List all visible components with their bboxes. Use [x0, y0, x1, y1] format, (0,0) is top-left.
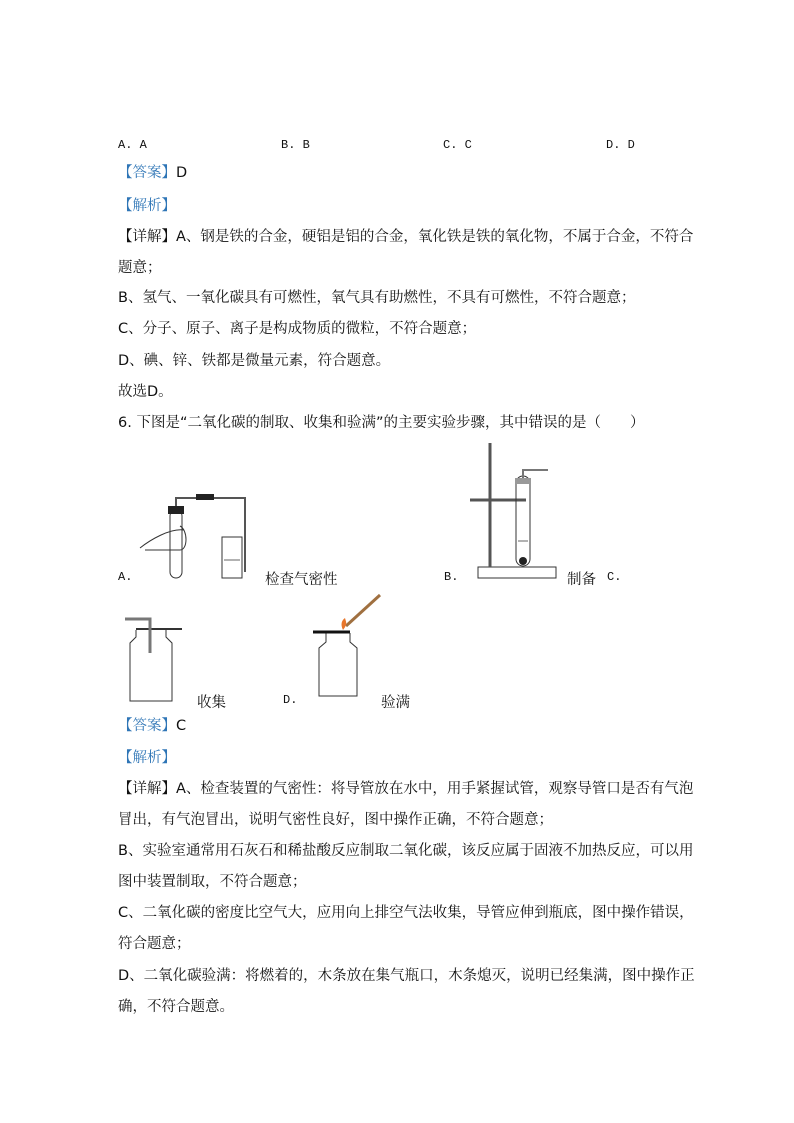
answer-line: [118, 164, 187, 182]
detail-text: B、实验室通常用石灰石和稀盐酸反应制取二氧化碳，该反应属于固液不加热反应，可以用: [118, 843, 694, 859]
analysis-tag: 【解析】: [118, 750, 176, 766]
figure-d-caption: 验满: [381, 695, 410, 711]
figure-a-caption: 检查气密性: [265, 572, 338, 588]
figure-b-caption: 制备: [567, 572, 596, 588]
answer-tag: 【答案】: [118, 165, 176, 181]
detail-text: 图中装置制取，不符合题意；: [118, 874, 307, 890]
option-d: D. D: [606, 138, 635, 152]
answer-value: D: [176, 165, 188, 181]
detail-text: 冒出，有气泡冒出，说明气密性良好，图中操作正确，不符合题意；: [118, 812, 553, 828]
detail-text: C、分子、原子、离子是构成物质的微粒，不符合题意；: [118, 321, 477, 337]
answer-value: C: [176, 718, 187, 734]
figure-c-letter: C.: [607, 570, 622, 584]
detail-text: D、二氧化碳验满：将燃着的，木条放在集气瓶口，木条熄灭，说明已经集满，图中操作正: [118, 968, 695, 984]
detail-text: A、检查装置的气密性：将导管放在水中，用手紧握试管，观察导管口是否有气泡: [176, 781, 694, 797]
detail-text: A、钢是铁的合金，硬铝是铝的合金，氧化铁是铁的氧化物，不属于合金，不符合: [176, 229, 694, 245]
detail-text: D、碘、锌、铁都是微量元素，符合题意。: [118, 353, 391, 369]
answer-tag: 【答案】: [118, 718, 176, 734]
detail-line: [118, 780, 693, 798]
preparation-apparatus-figure: [466, 440, 566, 585]
detail-text: 符合题意；: [118, 936, 191, 952]
detail-text: 确，不符合题意。: [118, 999, 234, 1015]
gas-full-test-figure: [310, 592, 385, 702]
question-stem: 6. 下图是“二氧化碳的制取、收集和验满”的主要实验步骤，其中错误的是（ ）: [118, 415, 645, 431]
figure-c-caption: 收集: [197, 695, 226, 711]
figure-b-letter: B.: [444, 570, 459, 584]
analysis-tag: 【解析】: [118, 198, 176, 214]
airtightness-check-figure: [140, 440, 265, 585]
detail-tag: 【详解】: [118, 229, 176, 245]
detail-line: [118, 228, 693, 246]
option-a: A. A: [118, 138, 147, 152]
option-b: B. B: [281, 138, 310, 152]
figure-a-letter: A.: [118, 570, 133, 584]
detail-text: 题意；: [118, 260, 162, 276]
option-c: C. C: [443, 138, 472, 152]
detail-text: C、二氧化碳的密度比空气大，应用向上排空气法收集，导管应伸到瓶底，图中操作错误，: [118, 905, 694, 921]
conclusion: 故选D。: [118, 384, 173, 400]
detail-tag: 【详解】: [118, 781, 176, 797]
answer-line: [118, 717, 186, 735]
detail-text: B、氢气、一氧化碳具有可燃性，氧气具有助燃性，不具有可燃性，不符合题意；: [118, 290, 636, 306]
figure-d-letter: D.: [283, 693, 298, 707]
gas-collection-figure: [124, 615, 186, 705]
